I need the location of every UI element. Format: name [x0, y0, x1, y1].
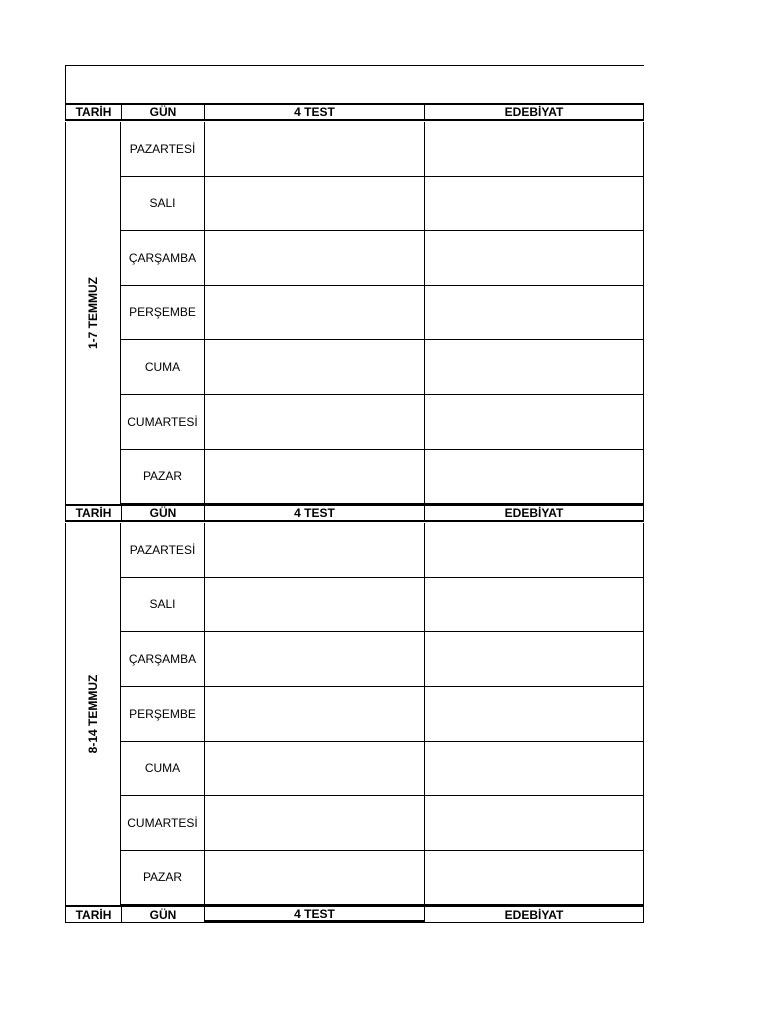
day-name: SALI [149, 196, 176, 210]
header-tarih: TARİH [65, 105, 121, 119]
header-4-test: 4 TEST [204, 907, 424, 922]
week-label: 8-14 TEMMUZ [86, 674, 100, 754]
edebiyat-cell[interactable] [424, 449, 644, 503]
test-cell[interactable] [204, 231, 424, 285]
day-row [121, 285, 644, 340]
week-label: 1-7 TEMMUZ [86, 277, 100, 349]
day-name: PAZAR [142, 469, 183, 483]
day-row [121, 122, 644, 177]
header-4-test: 4 TEST [204, 105, 424, 119]
day-row [121, 176, 644, 231]
test-cell[interactable] [204, 122, 424, 176]
test-cell[interactable] [204, 449, 424, 503]
edebiyat-cell[interactable] [424, 285, 644, 339]
header-tarih: TARİH [65, 907, 121, 922]
edebiyat-cell[interactable] [424, 176, 644, 230]
day-row [121, 577, 644, 632]
edebiyat-cell[interactable] [424, 687, 644, 741]
day-name: PAZAR [142, 870, 183, 884]
day-name: SALI [149, 597, 176, 611]
day-row [121, 340, 644, 395]
day-row [121, 395, 644, 450]
test-cell[interactable] [204, 176, 424, 230]
edebiyat-cell[interactable] [424, 340, 644, 394]
week-label-cell [65, 523, 121, 905]
day-row [121, 796, 644, 851]
edebiyat-cell[interactable] [424, 632, 644, 686]
sheet-title-area [65, 65, 644, 103]
header-gun: GÜN [121, 105, 204, 119]
test-cell[interactable] [204, 523, 424, 577]
test-cell[interactable] [204, 741, 424, 795]
header-4-test: 4 TEST [204, 506, 424, 520]
edebiyat-cell[interactable] [424, 231, 644, 285]
week-label-cell [65, 122, 121, 504]
test-cell[interactable] [204, 850, 424, 904]
test-cell[interactable] [204, 340, 424, 394]
edebiyat-cell[interactable] [424, 122, 644, 176]
edebiyat-cell[interactable] [424, 850, 644, 904]
test-cell[interactable] [204, 285, 424, 339]
edebiyat-cell[interactable] [424, 523, 644, 577]
day-row [121, 741, 644, 796]
test-cell[interactable] [204, 796, 424, 850]
week-block [65, 122, 644, 504]
edebiyat-cell[interactable] [424, 796, 644, 850]
header-edebiyat: EDEBİYAT [424, 907, 644, 922]
test-cell[interactable] [204, 577, 424, 631]
day-name: ÇARŞAMBA [128, 251, 197, 265]
day-row [121, 231, 644, 286]
header-row [65, 504, 644, 522]
edebiyat-cell[interactable] [424, 395, 644, 449]
day-row [121, 632, 644, 687]
day-name: CUMARTESİ [127, 816, 198, 830]
day-row [121, 449, 644, 504]
day-row [121, 523, 644, 578]
day-name: PERŞEMBE [129, 305, 196, 319]
day-row [121, 687, 644, 742]
header-edebiyat: EDEBİYAT [424, 506, 644, 520]
edebiyat-cell[interactable] [424, 741, 644, 795]
edebiyat-cell[interactable] [424, 577, 644, 631]
day-name: PAZARTESİ [129, 543, 196, 557]
day-name: PERŞEMBE [129, 707, 196, 721]
test-cell[interactable] [204, 395, 424, 449]
day-name: ÇARŞAMBA [128, 652, 197, 666]
day-row [121, 850, 644, 905]
header-gun: GÜN [121, 907, 204, 922]
day-name: CUMA [144, 761, 181, 775]
header-tarih: TARİH [65, 506, 121, 520]
day-name: CUMA [144, 360, 181, 374]
day-name: PAZARTESİ [129, 142, 196, 156]
header-row [65, 103, 644, 121]
test-cell[interactable] [204, 632, 424, 686]
header-row [65, 905, 644, 923]
header-gun: GÜN [121, 506, 204, 520]
week-block [65, 523, 644, 905]
day-name: CUMARTESİ [127, 415, 198, 429]
header-edebiyat: EDEBİYAT [424, 105, 644, 119]
test-cell[interactable] [204, 687, 424, 741]
